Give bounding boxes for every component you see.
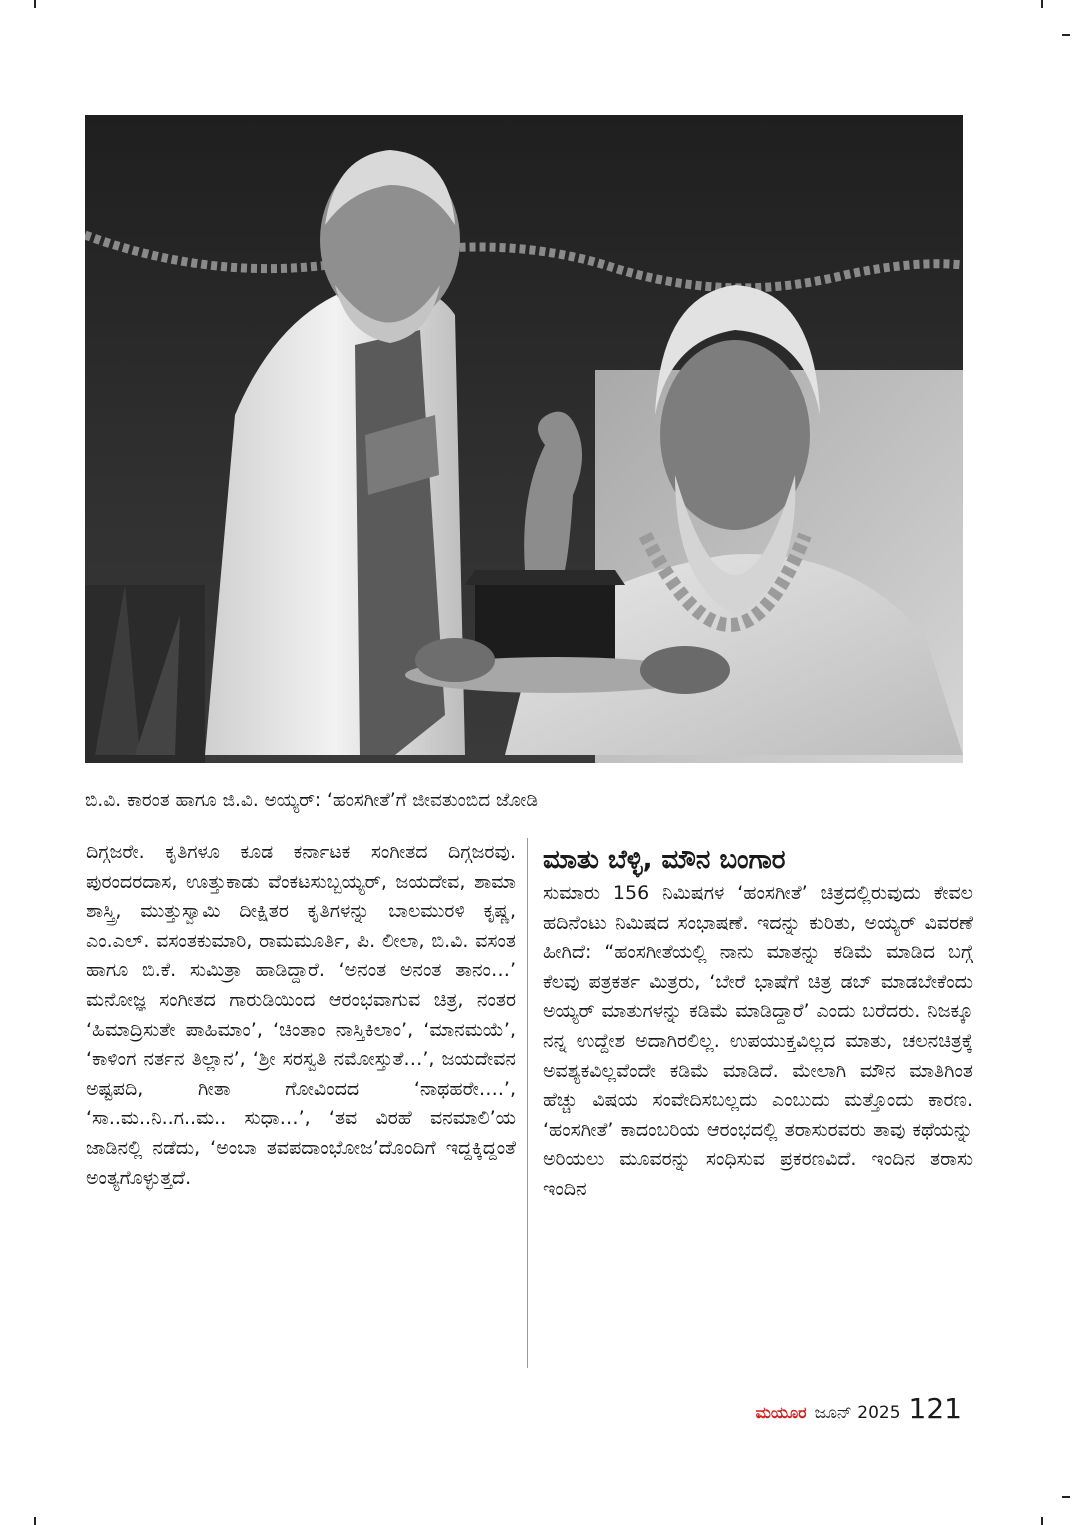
left-column: [86, 838, 516, 1193]
photo-caption: ಬಿ.ವಿ. ಕಾರಂತ ಹಾಗೂ ಜಿ.ವಿ. ಅಯ್ಯರ್: ‘ಹಂಸಗೀತೆ’ಗೆ ಜೀವತುಂಬಿದ ಜೋಡಿ: [85, 790, 538, 811]
left-column-text: ದಿಗ್ಗಜರೇ. ಕೃತಿಗಳೂ ಕೂಡ ಕರ್ನಾಟಕ ಸಂಗೀತದ ದಿಗ್ಗಜರವು. ಪುರಂದರದಾಸ, ಊತ್ತುಕಾಡು ವೆಂಕಟಸುಬ್ಬಯ್ಯರ್, ಜಯದೇವ, ಶಾಮಾ ಶಾಸ್ತ್ರಿ, ಮುತ್ತುಸ್ವಾಮಿ ದೀಕ್ಷಿತರ ಕೃತಿಗಳನ್ನು ಬಾಲಮುರಳಿ ಕೃಷ್ಣ, ಎಂ.ಎಲ್. ವಸಂತಕುಮಾರಿ, ರಾಮಮೂರ್ತಿ, ಪಿ. ಲೀಲಾ, ಬಿ.ವಿ. ವಸಂತ ಹಾಗೂ ಬಿ.ಕೆ. ಸುಮಿತ್ರಾ ಹಾಡಿದ್ದಾರೆ. ‘ಅನಂತ ಅನಂತ ತಾನಂ…’ ಮನೋಜ್ಞ ಸಂಗೀತದ ಗಾರುಡಿಯಿಂದ ಆರಂಭವಾಗುವ ಚಿತ್ರ, ನಂತರ ‘ಹಿಮಾದ್ರಿಸುತೇ ಪಾಹಿಮಾಂ’, ‘ಚಿಂತಾಂ ನಾಸ್ತಿಕಿಲಾಂ’, ‘ಮಾನಮಯೆ’, ‘ಕಾಳಿಂಗ ನರ್ತನ ತಿಲ್ಲಾನ’, ‘ಶ್ರೀ ಸರಸ್ವತಿ ನಮೋಸ್ತುತೆ…’, ಜಯದೇವನ ಅಷ್ಟಪದಿ, ಗೀತಾ ಗೋವಿಂದದ ‘ನಾಥಹರೇ….’, ‘ಸಾ..ಮ..ನಿ..ಗ..ಮ.. ಸುಧಾ…’, ‘ತವ ವಿರಹೆ ವನಮಾಲಿ’ಯ ಜಾಡಿನಲ್ಲಿ ನಡೆದು, ‘ಅಂಬಾ ತವಪದಾಂಭೋಜ’ದೊಂದಿಗೆ ಇದ್ದಕ್ಕಿದ್ದಂತೆ ಅಂತ್ಯಗೊಳ್ಳುತ್ತದೆ.: [86, 841, 516, 1189]
page-footer: [756, 1392, 962, 1428]
right-column: [543, 843, 973, 1205]
crop-mark-right-upper: [1062, 34, 1070, 36]
page-number: 121: [908, 1392, 962, 1425]
crop-mark-bottom-left: [34, 1517, 36, 1525]
award-photo: [85, 115, 963, 763]
crop-mark-top-right: [1041, 0, 1043, 8]
crop-mark-top-left: [34, 0, 36, 8]
right-column-text: ಸುಮಾರು 156 ನಿಮಿಷಗಳ ‘ಹಂಸಗೀತೆ’ ಚಿತ್ರದಲ್ಲಿರುವುದು ಕೇವಲ ಹದಿನೆಂಟು ನಿಮಿಷದ ಸಂಭಾಷಣೆ. ಇದನ್ನು ಕುರಿತು, ಅಯ್ಯರ್ ವಿವರಣೆ ಹೀಗಿದೆ: “ಹಂಸಗೀತೆಯಲ್ಲಿ ನಾನು ಮಾತನ್ನು ಕಡಿಮೆ ಮಾಡಿದ ಬಗ್ಗೆ ಕೆಲವು ಪತ್ರಕರ್ತ ಮಿತ್ರರು, ‘ಬೇರೆ ಭಾಷೆಗೆ ಚಿತ್ರ ಡಬ್ ಮಾಡಬೇಕೆಂದು ಅಯ್ಯರ್ ಮಾತುಗಳನ್ನು ಕಡಿಮೆ ಮಾಡಿದ್ದಾರೆ’ ಎಂದು ಬರೆದರು. ನಿಜಕ್ಕೂ ನನ್ನ ಉದ್ದೇಶ ಅದಾಗಿರಲಿಲ್ಲ. ಉಪಯುಕ್ತವಿಲ್ಲದ ಮಾತು, ಚಲನಚಿತ್ರಕ್ಕೆ ಅವಶ್ಯಕವಿಲ್ಲವೆಂದೇ ಕಡಿಮೆ ಮಾಡಿದೆ. ಮೇಲಾಗಿ ಮೌನ ಮಾತಿಗಿಂತ ಹೆಚ್ಚು ವಿಷಯ ಸಂವೇದಿಸಬಲ್ಲದು ಎಂಬುದು ಮತ್ತೊಂದು ಕಾರಣ. ‘ಹಂಸಗೀತೆ’ ಕಾದಂಬರಿಯ ಆರಂಭದಲ್ಲಿ ತರಾಸುರವರು ತಾವು ಕಥೆಯನ್ನು ಅರಿಯಲು ಮೂವರನ್ನು ಸಂಧಿಸುವ ಪ್ರಕರಣವಿದೆ. ಇಂದಿನ ತರಾಸು ಇಂದಿನ: [543, 882, 973, 1200]
column-divider: [527, 838, 528, 1368]
crop-mark-bottom-right: [1041, 1517, 1043, 1525]
issue-date: ಜೂನ್ 2025: [814, 1403, 901, 1423]
magazine-name: ಮಯೂರ: [755, 1403, 807, 1422]
section-heading: ಮಾತು ಬೆಳ್ಳಿ, ಮೌನ ಬಂಗಾರ: [543, 845, 786, 875]
crop-mark-right-lower: [1062, 1496, 1070, 1498]
